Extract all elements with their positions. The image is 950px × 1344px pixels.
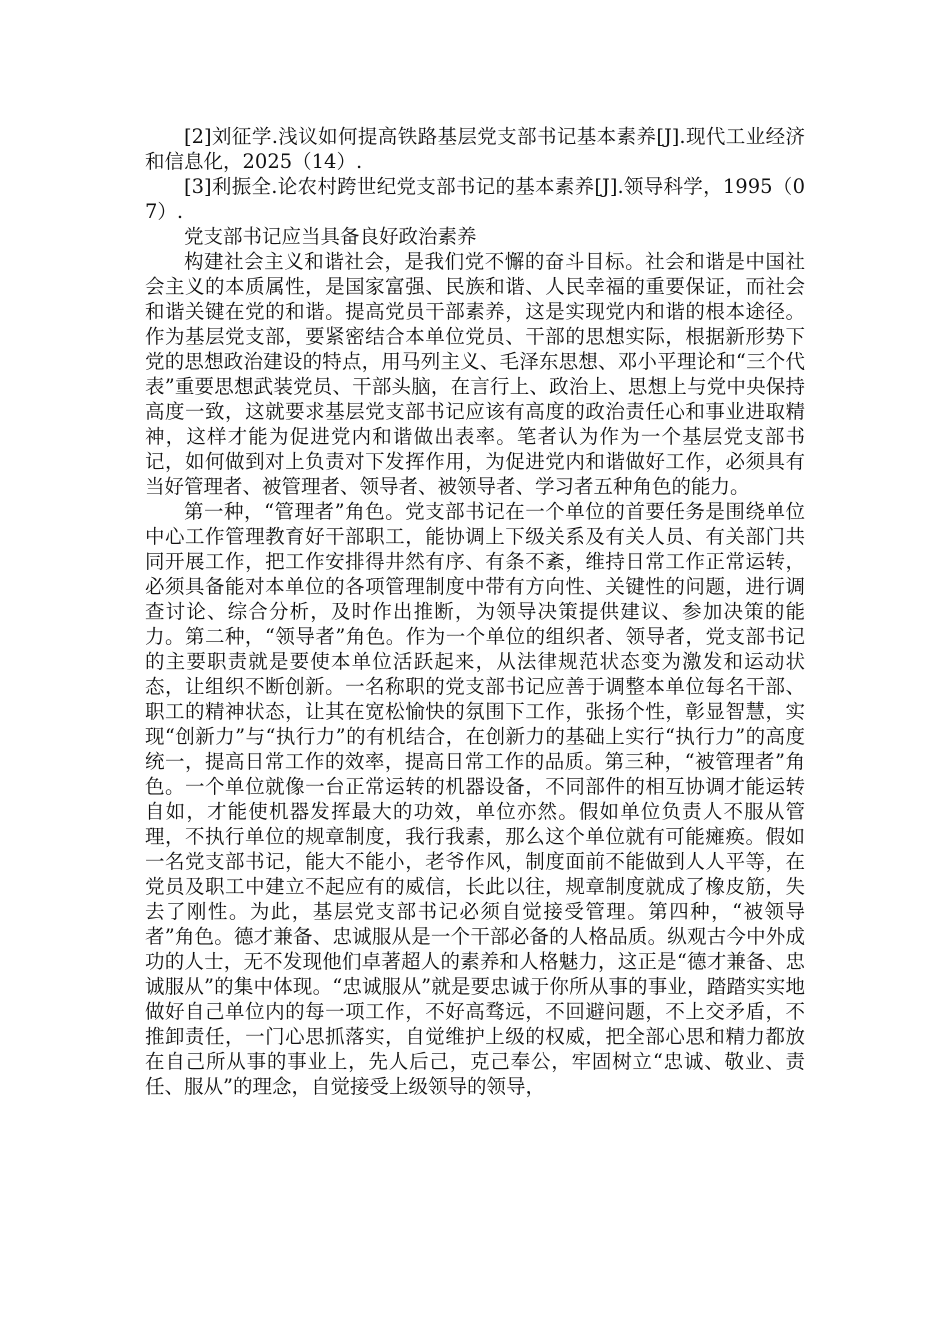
section-heading: 党支部书记应当具备良好政治素养 <box>184 225 477 248</box>
document-body <box>145 124 805 1099</box>
body-paragraph: 第一种，“管理者”角色。党支部书记在一个单位的首要任务是围绕单位中心工作管理教育好干部职工，能协调上下级关系及有关人员、有关部门共同开展工作，把工作安排得井然有序、有条不紊，维持日常工作正常运转，必须具备能对本单位的各项管理制度中带有方向性、关键性的问题，进行调查讨论、综合分析，及时作出推断，为领导决策提供建议、参加决策的能力。第二种，“领导者”角色。作为一个单位的组织者、领导者，党支部书记的主要职责就是要使本单位活跃起来，从法律规范状态变为激发和运动状态，让组织不断创新。一名称职的党支部书记应善于调整本单位每名干部、职工的精神状态，让其在宽松愉快的氛围下工作，张扬个性，彰显智慧，实现“创新力”与“执行力”的有机结合，在创新力的基础上实行“执行力”的高度统一，提高日常工作的效率，提高日常工作的品质。第三种，“被管理者”角色。一个单位就像一台正常运转的机器设备，不同部件的相互协调才能运转自如，才能使机器发挥最大的功效，单位亦然。假如单位负责人不服从管理，不执行单位的规章制度，我行我素，那么这个单位就有可能瘫痪。假如一名党支部书记，能大不能小，老爷作风，制度面前不能做到人人平等，在党员及职工中建立不起应有的威信，长此以往，规章制度就成了橡皮筋，失去了刚性。为此，基层党支部书记必须自觉接受管理。第四种，“被领导者”角色。德才兼备、忠诚服从是一个干部必备的人格品质。纵观古今中外成功的人士，无不发现他们卓著超人的素养和人格魅力，这正是“德才兼备、忠诚服从”的集中体现。“忠诚服从”就是要忠诚于你所从事的事业，踏踏实实地做好自己单位内的每一项工作，不好高骛远，不回避问题，不上交矛盾，不推卸责任，一门心思抓落实，自觉维护上级的权威，把全部心思和精力都放在自己所从事的事业上，先人后己，克己奉公，牢固树立“忠诚、敬业、责任、服从”的理念，自觉接受上级领导的领导， <box>145 500 805 1098</box>
body-paragraph: 构建社会主义和谐社会，是我们党不懈的奋斗目标。社会和谐是中国社会主义的本质属性，是国家富强、民族和谐、人民幸福的重要保证，而社会和谐关键在党的和谐。提高党员干部素养，这是实现党内和谐的根本途径。作为基层党支部，要紧密结合本单位党员、干部的思想实际，根据新形势下党的思想政治建设的特点，用马列主义、毛泽东思想、邓小平理论和“三个代表”重要思想武装党员、干部头脑，在言行上、政治上、思想上与党中央保持高度一致，这就要求基层党支部书记应该有高度的政治责任心和事业进取精神，这样才能为促进党内和谐做出表率。笔者认为作为一个基层党支部书记，如何做到对上负责对下发挥作用，为促进党内和谐做好工作，必须具有当好管理者、被管理者、领导者、被领导者、学习者五种角色的能力。 <box>145 250 805 498</box>
reference-item: [2]刘征学.浅议如何提高铁路基层党支部书记基本素养[J].现代工业经济和信息化，2025（14）. <box>145 125 805 173</box>
reference-item: [3]利振全.论农村跨世纪党支部书记的基本素养[J].领导科学，1995（07）. <box>145 175 805 223</box>
